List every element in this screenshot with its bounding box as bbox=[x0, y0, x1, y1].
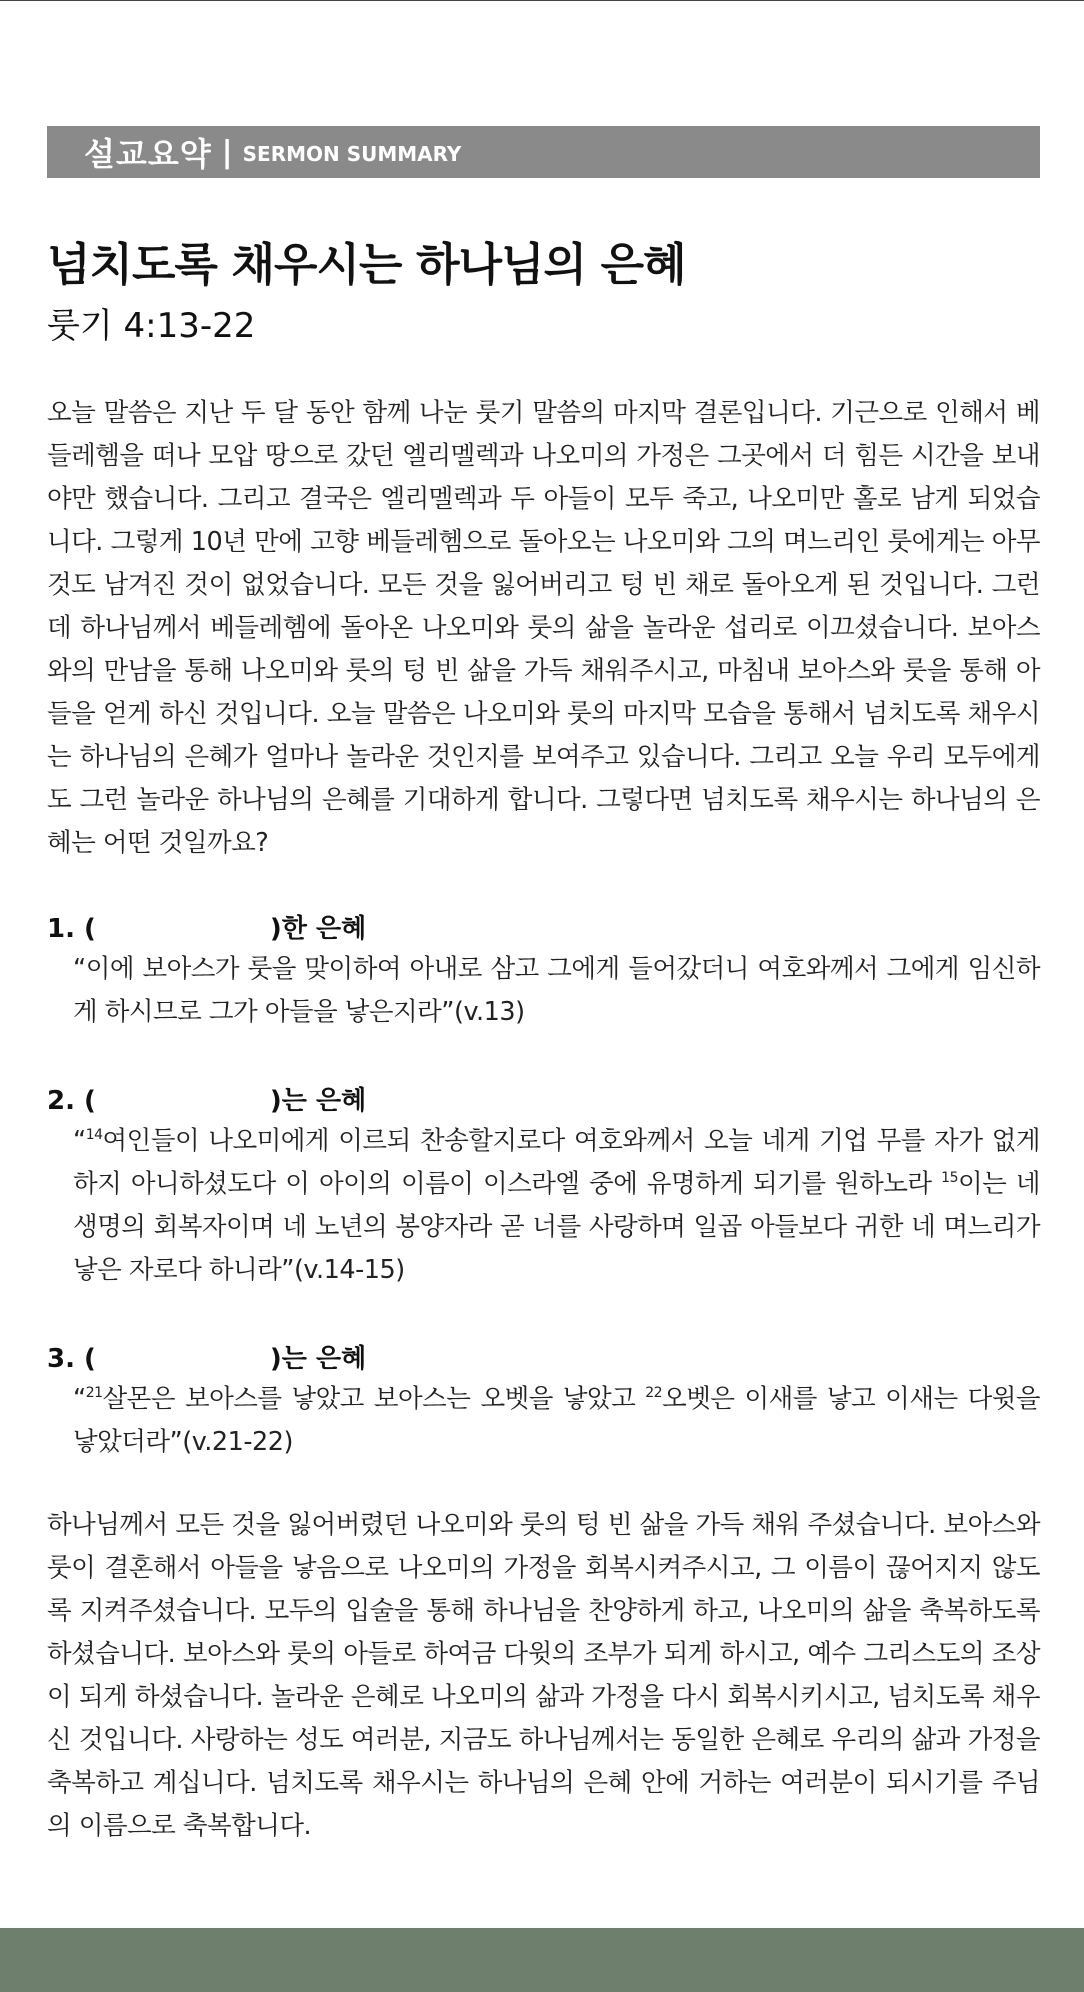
point-2-verse-open-quote: “ bbox=[73, 1126, 86, 1156]
point-3-suffix: )는 은혜 bbox=[269, 1344, 367, 1374]
scripture-reference: 룻기 4:13-22 bbox=[47, 306, 256, 346]
verse-number-14: 14 bbox=[85, 1127, 103, 1143]
intro-paragraph: 오늘 말씀은 지난 두 달 동안 함께 나눈 룻기 말씀의 마지막 결론입니다. 기근으로 인해서 베들레헴을 떠나 모압 땅으로 갔던 엘리멜렉과 나오미의 가정은 그곳에서 더 힘든 시간을 보내야만 했습니다. 그리고 결국은 엘리멜렉과 두 아들이 모두 죽고, 나오미만 홀로 남게 되었습니다. 그렇게 10년 만에 고향 베들레헴으로 돌아오는 나오미와 그의 며느리인 룻에게는 아무것도 남겨진 것이 없었습니다. 모든 것을 잃어버리고 텅 빈 채로 돌아오게 된 것입니다. 그런데 하나님께서 베들레헴에 돌아온 나오미와 룻의 삶을 놀라운 섭리로 이끄셨습니다. 보아스와의 만남을 통해 나오미와 룻의 텅 빈 삶을 가득 채워주시고, 마침내 보아스와 룻을 통해 아들을 얻게 하신 것입니다. 오늘 말씀은 나오미와 룻의 마지막 모습을 통해서 넘치도록 채우시는 하나님의 은혜가 얼마나 놀라운 것인지를 보여주고 있습니다. 그리고 오늘 우리 모두에게도 그런 놀라운 하나님의 은혜를 기대하게 합니다. 그렇다면 넘치도록 채우시는 하나님의 은혜는 어떤 것일까요? bbox=[47, 398, 1040, 858]
point-3-verse-part-1: 살몬은 보아스를 낳았고 보아스는 오벳을 낳았고 bbox=[102, 1384, 646, 1414]
verse-number-22: 22 bbox=[645, 1385, 663, 1401]
point-3-verse-open-quote: “ bbox=[73, 1384, 86, 1414]
point-heading-2 bbox=[47, 1080, 366, 1117]
point-2-verse bbox=[73, 1120, 1040, 1292]
section-label-korean: 설교요약 bbox=[84, 135, 212, 173]
point-2-verse-part-2: 이는 네 생명의 회복자이며 네 노년의 봉양자라 곧 너를 사랑하며 일곱 아들보다 귀한 네 며느리가 낳은 자로다 하니라”(v.14-15) bbox=[73, 1169, 1040, 1285]
verse-number-15: 15 bbox=[941, 1170, 958, 1186]
point-3-verse-part-2: 오벳은 이새를 낳고 이새는 다윗을 낳았더라”(v.21-22) bbox=[73, 1384, 1040, 1457]
point-1-prefix: 1. ( bbox=[47, 914, 96, 944]
sermon-title: 넘치도록 채우시는 하나님의 은혜 bbox=[47, 238, 686, 291]
footer-band bbox=[0, 1928, 1084, 1992]
point-heading-3 bbox=[47, 1338, 366, 1375]
top-rule bbox=[0, 0, 1084, 1]
conclusion-paragraph: 하나님께서 모든 것을 잃어버렸던 나오미와 룻의 텅 빈 삶을 가득 채워 주셨습니다. 보아스와 룻이 결혼해서 아들을 낳음으로 나오미의 가정을 회복시켜주시고, 그 이름이 끊어지지 않도록 지켜주셨습니다. 모두의 입술을 통해 하나님을 찬양하게 하고, 나오미의 삶을 축복하도록 하셨습니다. 보아스와 룻의 아들로 하여금 다윗의 조부가 되게 하시고, 예수 그리스도의 조상이 되게 하셨습니다. 놀라운 은혜로 나오미의 삶과 가정을 다시 회복시키시고, 넘치도록 채우신 것입니다. 사랑하는 성도 여러분, 지금도 하나님께서는 동일한 은혜로 우리의 삶과 가정을 축복하고 계십니다. 넘치도록 채우시는 하나님의 은혜 안에 거하는 여러분이 되시기를 주님의 이름으로 축복합니다. bbox=[47, 1510, 1040, 1841]
section-label-separator: | bbox=[221, 134, 233, 170]
point-2-suffix: )는 은혜 bbox=[269, 1086, 367, 1116]
point-2-prefix: 2. ( bbox=[47, 1086, 96, 1116]
verse-number-21: 21 bbox=[85, 1385, 103, 1401]
point-3-verse bbox=[73, 1378, 1040, 1464]
section-header-bar bbox=[47, 126, 1040, 178]
point-3-prefix: 3. ( bbox=[47, 1344, 96, 1374]
point-heading-1 bbox=[47, 908, 366, 945]
point-1-verse: “이에 보아스가 룻을 맞이하여 아내로 삼고 그에게 들어갔더니 여호와께서 그에게 임신하게 하시므로 그가 아들을 낳은지라”(v.13) bbox=[73, 954, 1040, 1027]
point-1-suffix: )한 은혜 bbox=[269, 914, 367, 944]
point-2-verse-part-1: 여인들이 나오미에게 이르되 찬송할지로다 여호와께서 오늘 네게 기업 무를 자가 없게 하지 아니하셨도다 이 아이의 이름이 이스라엘 중에 유명하게 되기를 원하노라 bbox=[73, 1126, 1040, 1199]
section-label-english: SERMON SUMMARY bbox=[242, 142, 462, 166]
